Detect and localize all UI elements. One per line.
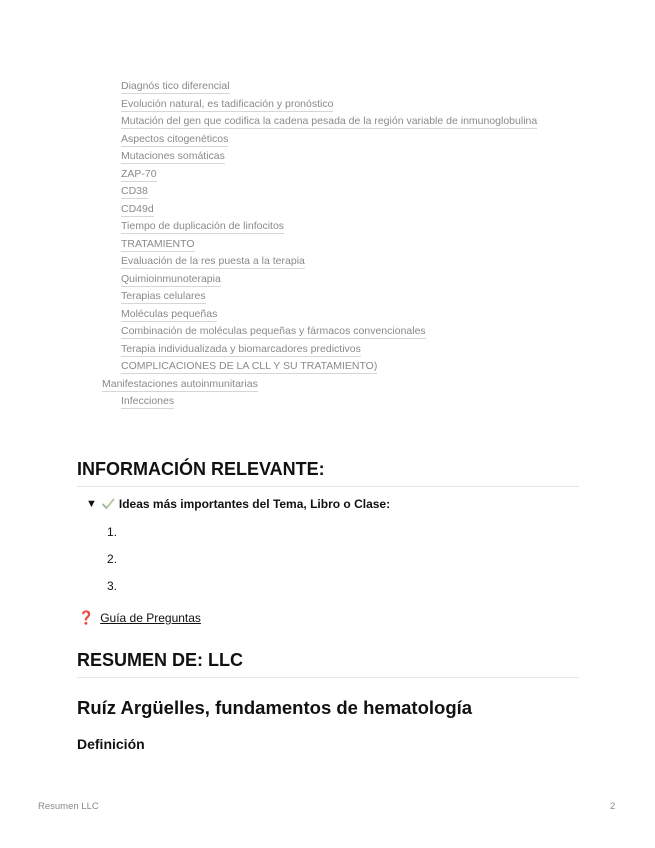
toc-link[interactable]: CD49d <box>121 202 154 215</box>
info-heading: INFORMACIÓN RELEVANTE: <box>77 459 579 487</box>
toggle-label: Ideas más importantes del Tema, Libro o Clase: <box>118 497 391 511</box>
toc-link[interactable]: Evolución natural, es tadificación y pronóstico <box>121 97 334 110</box>
toc-link[interactable]: Tiempo de duplicación de linfocitos <box>121 220 285 232</box>
toc-link[interactable]: CD38 <box>121 185 148 197</box>
toggle-arrow-icon[interactable]: ▼ <box>86 498 97 510</box>
toc-link[interactable]: Terapias celulares <box>121 290 206 302</box>
toc-link[interactable]: Manifestaciones autoinmunitarias <box>102 377 258 390</box>
toc-link[interactable]: Diagnós tico diferencial <box>121 80 230 92</box>
question-mark-icon: ❓ <box>78 610 95 625</box>
toc-link[interactable]: Evaluación de la res puesta a la terapia <box>121 255 305 267</box>
ideas-toggle[interactable] <box>86 497 390 511</box>
guia-preguntas-link[interactable] <box>78 610 201 626</box>
toc-link[interactable]: ZAP-70 <box>121 167 157 180</box>
toc-link[interactable]: Quimioinmunoterapia <box>121 272 221 285</box>
footer-title: Resumen LLC <box>38 801 99 812</box>
toc-link[interactable]: Aspectos citogenéticos <box>121 132 229 145</box>
toc-link[interactable]: Combinación de moléculas pequeñas y fármacos convencionales <box>121 325 426 337</box>
check-mark-icon <box>101 497 115 511</box>
page-number: 2 <box>610 801 616 812</box>
toc-link[interactable]: Moléculas pequeñas <box>121 307 218 320</box>
toc-link[interactable]: Terapia individualizada y biomarcadores predictivos <box>121 342 361 355</box>
toc-link[interactable]: COMPLICACIONES DE LA CLL Y SU TRATAMIENTO) <box>121 360 378 372</box>
toc-link[interactable]: Mutaciones somáticas <box>121 150 225 162</box>
toc-link[interactable]: TRATAMIENTO <box>121 237 195 250</box>
list-item-number: 2. <box>107 552 118 566</box>
toc-link[interactable]: Mutación del gen que codifica la cadena pesada de la región variable de inmunoglobulina <box>121 115 538 127</box>
guia-preguntas-label[interactable]: Guía de Preguntas <box>100 611 201 625</box>
resumen-heading: RESUMEN DE: LLC <box>77 650 579 678</box>
list-item-number: 3. <box>107 579 118 593</box>
book-heading: Ruíz Argüelles, fundamentos de hematología <box>77 697 473 718</box>
definicion-heading: Definición <box>77 736 145 752</box>
list-item-number: 1. <box>107 525 118 539</box>
toc-link[interactable]: Infecciones <box>121 395 175 407</box>
